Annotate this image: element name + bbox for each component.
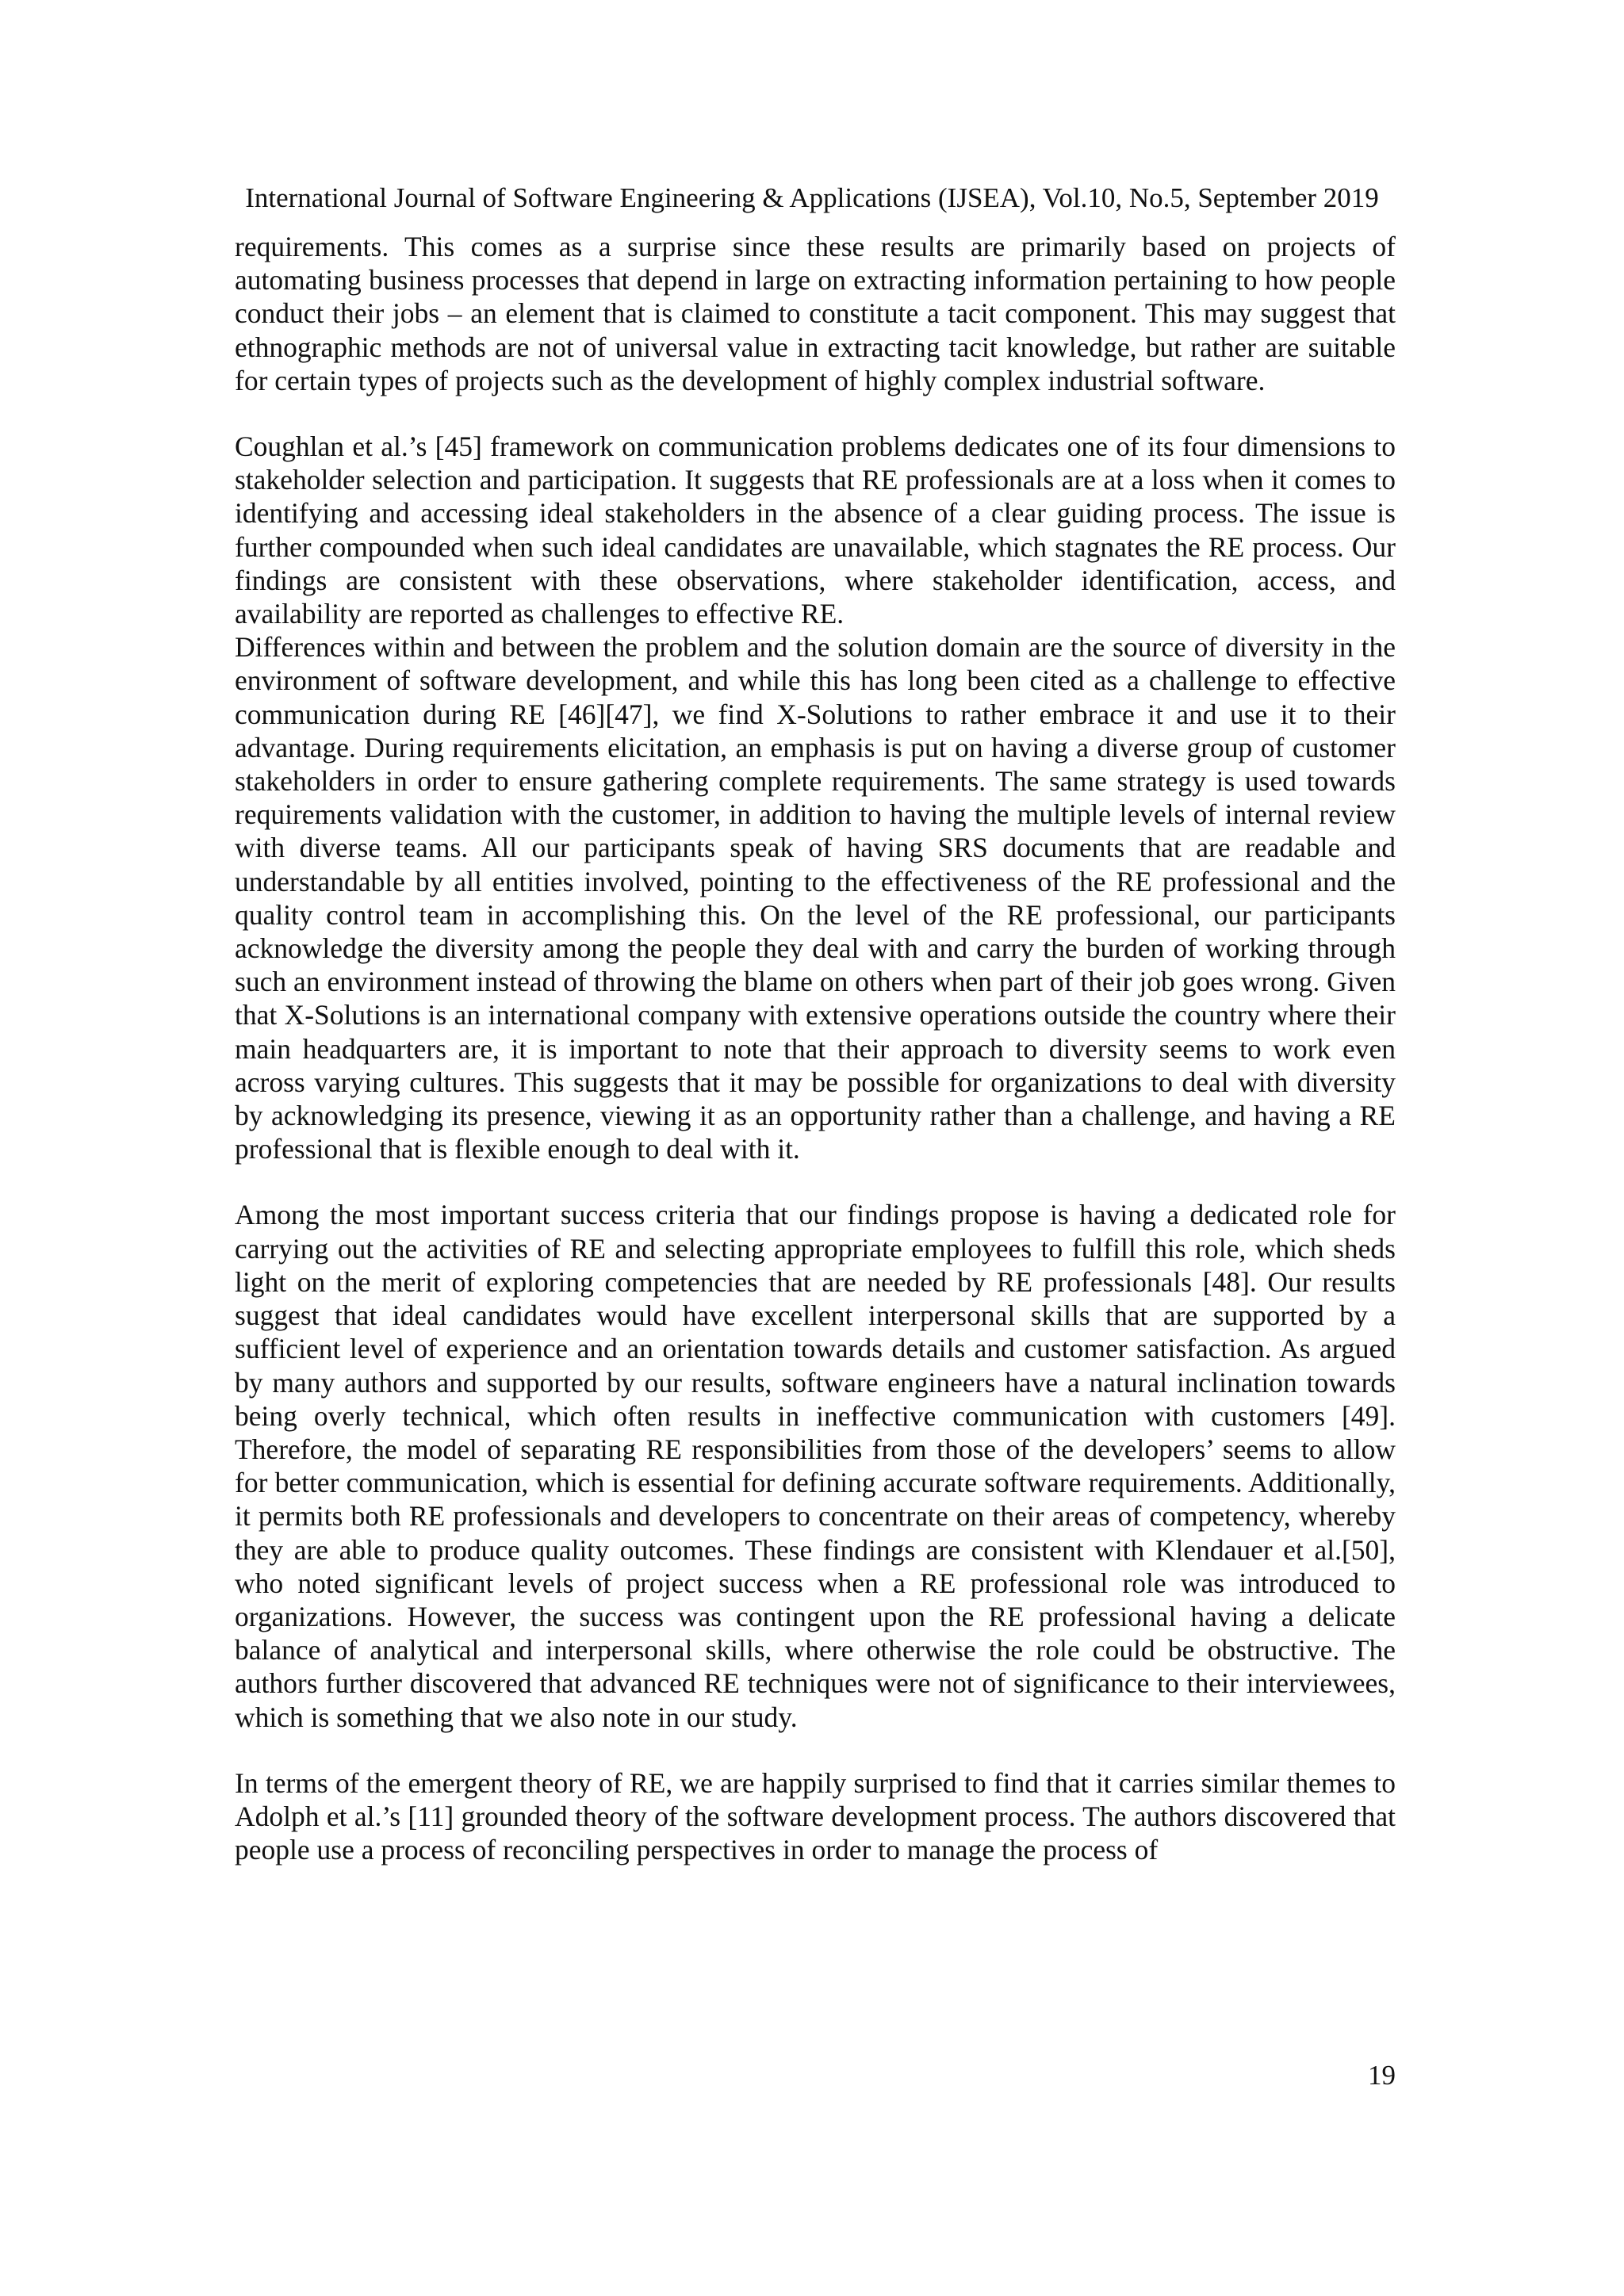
page-number: 19 — [1368, 2060, 1396, 2091]
paragraph-emergent-theory: In terms of the emergent theory of RE, we are happily surprised to find that it carries similar themes to Adolph et al.’s [11] grounded theory of the software development process. The authors discovered that people use a process of reconciling perspectives in order to manage the process of — [235, 1766, 1396, 1866]
paragraph-stakeholder-selection: Coughlan et al.’s [45] framework on communication problems dedicates one of its four dimensions to stakeholder selection and participation. It suggests that RE professionals are at a loss when it comes to identifying and accessing ideal stakeholders in the absence of a clear guiding process. The issue is further compounded when such ideal candidates are unavailable, which stagnates the RE process. Our findings are consistent with these observations, where stakeholder identification, access, and availability are reported as challenges to effective RE. — [235, 430, 1396, 630]
running-header: International Journal of Software Engineering & Applications (IJSEA), Vol.10, No.5, September 2019 — [245, 182, 1379, 213]
body-text — [235, 230, 1396, 1866]
paragraph-tacit-knowledge: requirements. This comes as a surprise since these results are primarily based on projects of automating business processes that depend in large on extracting information pertaining to how people conduct their jobs – an element that is claimed to constitute a tacit component. This may suggest that ethnographic methods are not of universal value in extracting tacit knowledge, but rather are suitable for certain types of projects such as the development of highly complex industrial software. — [235, 231, 1396, 396]
paragraph-diversity: Differences within and between the problem and the solution domain are the source of diversity in the environment of software development, and while this has long been cited as a challenge to effective communication during RE [46][47], we find X-Solutions to rather embrace it and use it to their advantage. During requirements elicitation, an emphasis is put on having a diverse group of customer stakeholders in order to ensure gathering complete requirements. The same strategy is used towards requirements validation with the customer, in addition to having the multiple levels of internal review with diverse teams. All our participants speak of having SRS documents that are readable and understandable by all entities involved, pointing to the effectiveness of the RE professional and the quality control team in accomplishing this. On the level of the RE professional, our participants acknowledge the diversity among the people they deal with and carry the burden of working through such an environment instead of throwing the blame on others when part of their job goes wrong. Given that X-Solutions is an international company with extensive operations outside the country where their main headquarters are, it is important to note that their approach to diversity seems to work even across varying cultures. This suggests that it may be possible for organizations to deal with diversity by acknowledging its presence, viewing it as an opportunity rather than a challenge, and having a RE professional that is flexible enough to deal with it. — [235, 631, 1396, 1165]
paragraph-re-professional-role: Among the most important success criteria that our findings propose is having a dedicated role for carrying out the activities of RE and selecting appropriate employees to fulfill this role, which sheds light on the merit of exploring competencies that are needed by RE professionals [48]. Our results suggest that ideal candidates would have excellent interpersonal skills that are supported by a sufficient level of experience and an orientation towards details and customer satisfaction. As argued by many authors and supported by our results, software engineers have a natural inclination towards being overly technical, which often results in ineffective communication with customers [49]. Therefore, the model of separating RE responsibilities from those of the developers’ seems to allow for better communication, which is essential for defining accurate software requirements. Additionally, it permits both RE professionals and developers to concentrate on their areas of competency, whereby they are able to produce quality outcomes. These findings are consistent with Klendauer et al.[50], who noted significant levels of project success when a RE professional role was introduced to organizations. However, the success was contingent upon the RE professional having a delicate balance of analytical and interpersonal skills, where otherwise the role could be obstructive. The authors further discovered that advanced RE techniques were not of significance to their interviewees, which is something that we also note in our study. — [235, 1199, 1396, 1733]
